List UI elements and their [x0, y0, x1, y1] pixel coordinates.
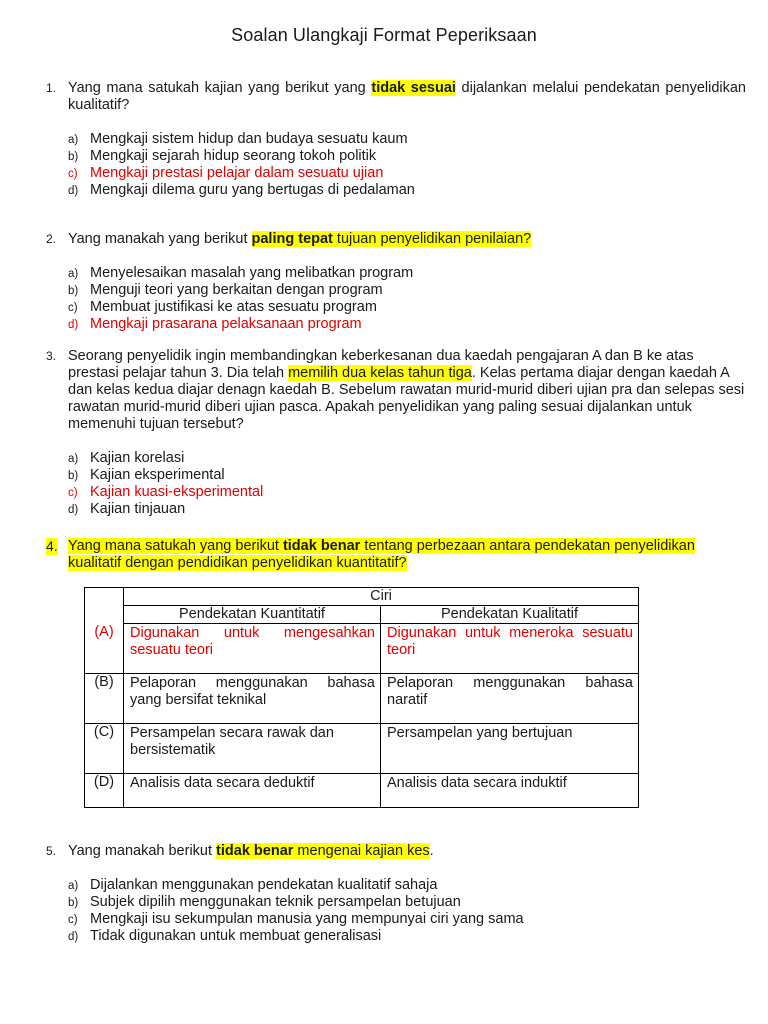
options-list [68, 877, 746, 945]
option-b[interactable]: b) Subjek dipilih menggunakan teknik persampelan betujuan [68, 894, 461, 910]
option-a[interactable]: a) Mengkaji sistem hidup dan budaya sesuatu kaum [68, 131, 408, 147]
cell-kualitatif: Persampelan yang bertujuan [381, 724, 639, 774]
question-3 [40, 348, 746, 518]
question-4 [40, 538, 746, 572]
table-header-ciri: Ciri [124, 588, 639, 606]
page-title: Soalan Ulangkaji Format Peperiksaan [231, 25, 537, 45]
option-c[interactable]: c) Mengkaji isu sekumpulan manusia yang mempunyai ciri yang sama [68, 911, 524, 927]
option-d[interactable]: d) Kajian tinjauan [68, 501, 186, 517]
cell-kualitatif: Pelaporan menggunakan bahasa naratif [381, 674, 639, 724]
table-row-a [85, 624, 639, 674]
cell-kuantitatif: Digunakan untuk mengesahkan sesuatu teori [124, 624, 381, 674]
question-number: 2. [46, 232, 57, 246]
row-label: (D) [85, 774, 124, 808]
option-c[interactable]: c) Membuat justifikasi ke atas sesuatu program [68, 299, 377, 315]
question-text: Yang mana satukah kajian yang berikut yang tidak sesuai dijalankan melalui pendekatan penyelidikan kualitatif? [68, 80, 747, 113]
question-text: Seorang penyelidik ingin membandingkan keberkesanan dua kaedah pengajaran A dan B ke atas prestasi pelajar tahun 3. Dia telah memilih dua kelas tahun tiga. Kelas pertama diajar dengan kaedah A dan kelas kedua diajar denagn kaedah B. Sebelum rawatan murid-murid diberi ujian pra dan selepas sesi rawatan murid-murid diberi ujian pasca. Apakah penyelidikan yang paling sesuai dijalankan untuk memenuhi tujuan tersebut? [68, 348, 745, 432]
option-c-answer[interactable]: c) Kajian kuasi-eksperimental [68, 484, 264, 500]
cell-kualitatif: Digunakan untuk meneroka sesuatu teori [381, 624, 639, 674]
highlight-phrase: Yang mana satukah yang berikut tidak benar tentang perbezaan antara pendekatan penyelidikan kualitatif dengan pendidikan penyelidikan kuantitatif? [68, 538, 695, 571]
option-d[interactable]: d) Tidak digunakan untuk membuat generalisasi [68, 928, 382, 944]
option-d-answer[interactable]: d) Mengkaji prasarana pelaksanaan program [68, 316, 362, 332]
option-d[interactable]: d) Mengkaji dilema guru yang bertugas di pedalaman [68, 182, 415, 198]
table-row-d [85, 774, 639, 808]
option-a[interactable]: a) Menyelesaikan masalah yang melibatkan program [68, 265, 414, 281]
cell-kuantitatif: Persampelan secara rawak dan bersistematik [124, 724, 381, 774]
option-b[interactable]: b) Mengkaji sejarah hidup seorang tokoh politik [68, 148, 377, 164]
highlight-phrase: paling tepat tujuan penyelidikan penilaian? [251, 231, 532, 247]
options-list [68, 450, 746, 518]
cell-kuantitatif: Pelaporan menggunakan bahasa yang bersifat teknikal [124, 674, 381, 724]
option-a[interactable]: a) Dijalankan menggunakan pendekatan kualitatif sahaja [68, 877, 438, 893]
table-row-c [85, 724, 639, 774]
column-header-kualitatif: Pendekatan Kualitatif [381, 606, 639, 624]
highlight-phrase: tidak sesuai [371, 80, 456, 96]
question-number: 4. [46, 538, 58, 554]
row-label: (A) [85, 624, 124, 674]
row-label: (C) [85, 724, 124, 774]
comparison-table [84, 587, 639, 808]
highlight-phrase: memilih dua kelas tahun tiga [288, 365, 472, 381]
question-5 [40, 843, 746, 945]
row-label: (B) [85, 674, 124, 724]
option-b[interactable]: b) Kajian eksperimental [68, 467, 225, 483]
column-header-kuantitatif: Pendekatan Kuantitatif [124, 606, 381, 624]
options-list [68, 131, 746, 199]
highlight-phrase: tidak benar mengenai kajian kes [216, 843, 430, 859]
option-b[interactable]: b) Menguji teori yang berkaitan dengan program [68, 282, 383, 298]
options-list [68, 265, 746, 333]
question-text: Yang manakah berikut tidak benar mengenai kajian kes. [68, 843, 434, 859]
question-text [68, 538, 746, 572]
cell-kualitatif: Analisis data secara induktif [381, 774, 639, 808]
question-text: Yang manakah yang berikut paling tepat tujuan penyelidikan penilaian? [68, 231, 532, 247]
question-2 [40, 231, 746, 333]
question-number: 3. [46, 349, 57, 363]
cell-kuantitatif: Analisis data secara deduktif [124, 774, 381, 808]
question-number: 5. [46, 844, 57, 858]
question-number: 1. [46, 81, 57, 95]
question-1 [40, 80, 746, 199]
option-a[interactable]: a) Kajian korelasi [68, 450, 185, 466]
table-row-b [85, 674, 639, 724]
option-c-answer[interactable]: c) Mengkaji prestasi pelajar dalam sesuatu ujian [68, 165, 384, 181]
